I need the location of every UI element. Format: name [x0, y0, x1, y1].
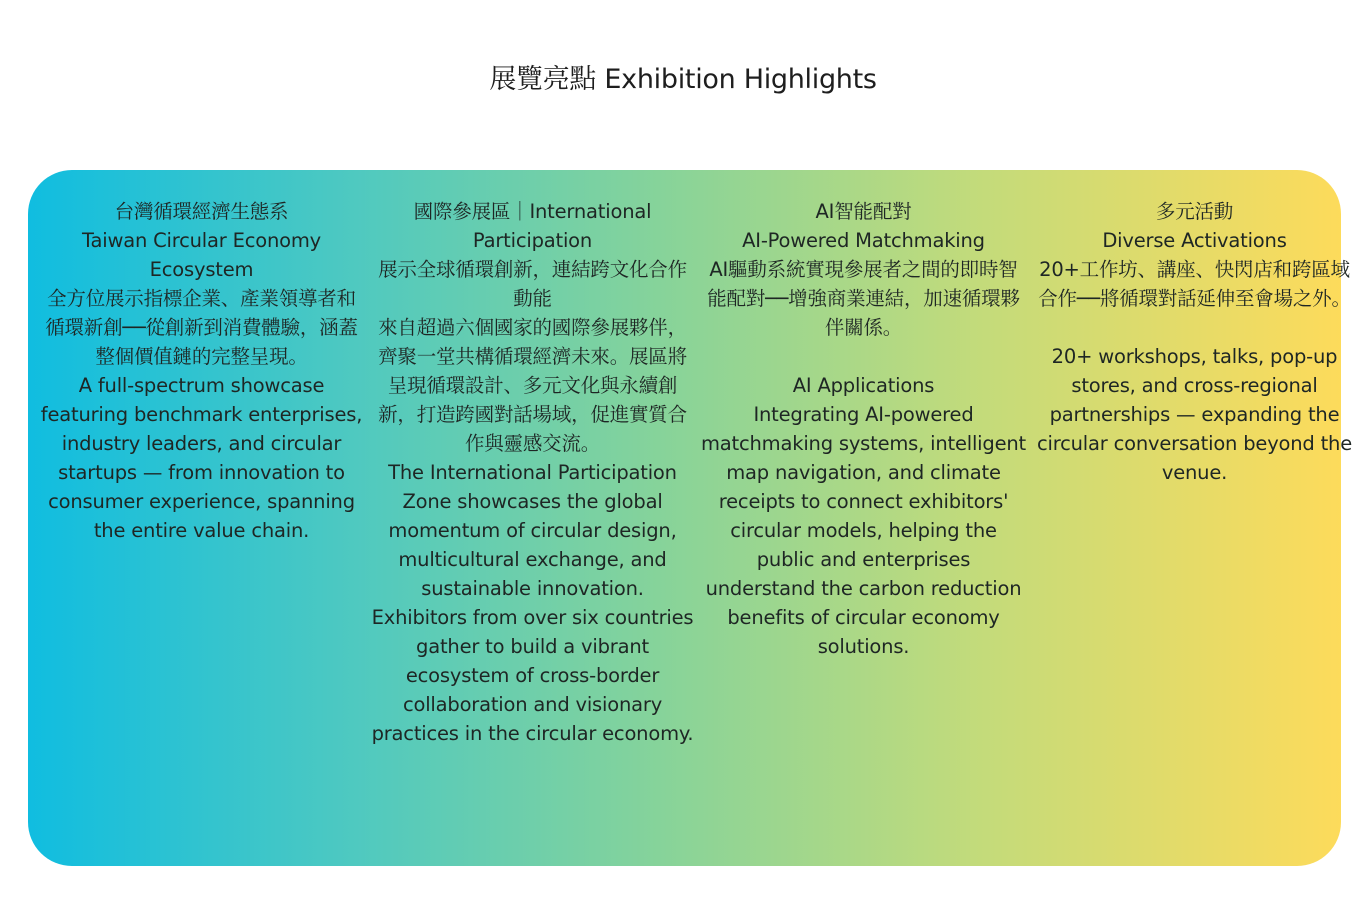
- card-subtitle-zh: 展示全球循環創新，連結跨文化合作動能: [378, 258, 687, 310]
- card-title-zh: 國際參展區｜International Participation: [413, 200, 652, 252]
- card-title-en: Taiwan Circular Economy Ecosystem: [82, 229, 321, 281]
- highlight-card-activations: [1029, 197, 1360, 866]
- card-description-en: 20+ workshops, talks, pop-up stores, and cross-regional partnerships — expanding the circular conversation beyond the venue.: [1037, 345, 1352, 484]
- card-title-zh: 台灣循環經濟生態系: [114, 200, 289, 223]
- card-title-en: Diverse Activations: [1102, 229, 1287, 252]
- spacer: [700, 342, 1027, 371]
- card-title-en: AI-Powered Matchmaking: [742, 229, 985, 252]
- card-description-en: The International Participation Zone showcases the global momentum of circular design, multicultural exchange, and sustainable innovation.: [388, 461, 677, 600]
- highlight-card-ai-matchmaking: [698, 197, 1029, 866]
- card-description-zh: 來自超過六個國家的國際參展夥伴，齊聚一堂共構循環經濟未來。展區將呈現循環設計、多元文化與永續創新，打造跨國對話場域，促進實質合作與靈感交流。: [378, 316, 687, 455]
- card-description-zh: 全方位展示指標企業、產業領導者和循環新創──從創新到消費體驗，涵蓋整個價值鏈的完整呈現。: [45, 287, 358, 368]
- card-description-en-secondary: Exhibitors from over six countries gather to build a vibrant ecosystem of cross-border collaboration and visionary practices in the circular economy.: [371, 606, 694, 745]
- card-subtitle-en: AI Applications: [792, 374, 935, 397]
- highlight-card-international: [367, 197, 698, 866]
- highlights-panel: [28, 170, 1352, 866]
- spacer: [1031, 313, 1358, 342]
- highlight-card-ecosystem: [36, 197, 367, 866]
- card-title-zh: 多元活動: [1155, 200, 1234, 223]
- card-description-en: A full-spectrum showcase featuring benchmark enterprises, industry leaders, and circular startups — from innovation to consumer experience, spanning the entire value chain.: [40, 374, 363, 542]
- page-title: 展覽亮點 Exhibition Highlights: [489, 64, 877, 95]
- card-description-en: Integrating AI-powered matchmaking systems, intelligent map navigation, and climate receipts to connect exhibitors' circular models, helping the public and enterprises understand the carbon reduction benefits of circular economy solutions.: [701, 403, 1026, 658]
- card-description-zh: 20+工作坊、講座、快閃店和跨區域合作──將循環對話延伸至會場之外。: [1038, 258, 1351, 310]
- card-title-zh: AI智能配對: [815, 200, 912, 223]
- card-description-zh: AI驅動系統實現參展者之間的即時智能配對──增強商業連結，加速循環夥伴關係。: [707, 258, 1020, 339]
